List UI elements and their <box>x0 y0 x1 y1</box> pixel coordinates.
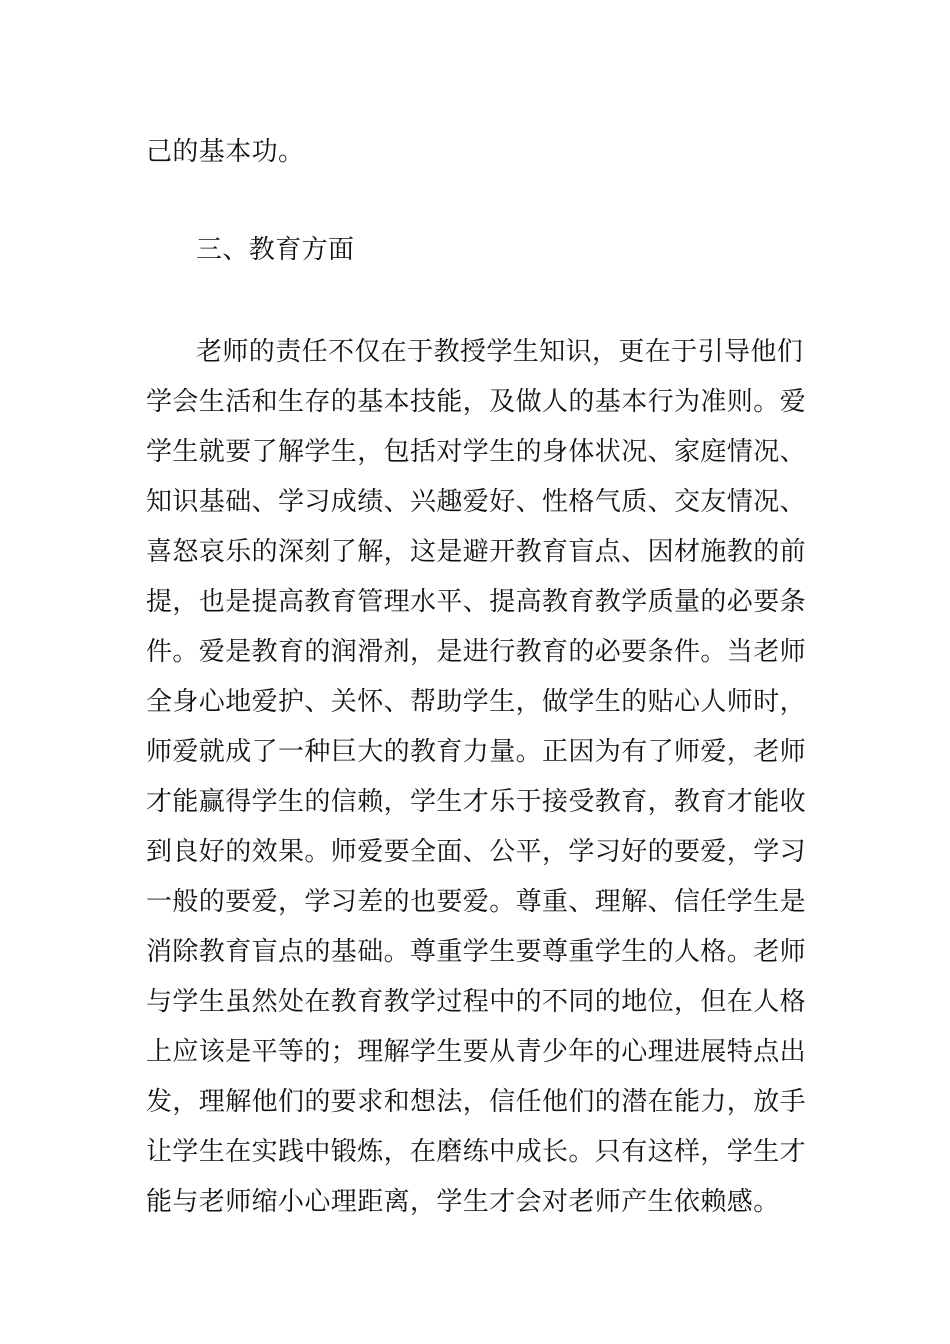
paragraph-line: 喜怒哀乐的深刻了解，这是避开教育盲点、因材施教的前 <box>146 537 807 567</box>
paragraph-line: 提，也是提高教育管理水平、提高教育教学质量的必要条 <box>146 587 807 617</box>
paragraph-line: 全身心地爱护、关怀、帮助学生，做学生的贴心人师时， <box>146 687 807 717</box>
paragraph-line: 件。爱是教育的润滑剂，是进行教育的必要条件。当老师 <box>146 637 807 667</box>
paragraph-line: 能与老师缩小心理距离，学生才会对老师产生依赖感。 <box>146 1187 780 1217</box>
paragraph-line: 学生就要了解学生，包括对学生的身体状况、家庭情况、 <box>146 437 807 467</box>
paragraph-line: 让学生在实践中锻炼，在磨练中成长。只有这样，学生才 <box>146 1137 807 1167</box>
continuation-line: 己的基本功。 <box>146 137 305 167</box>
section-heading: 三、教育方面 <box>196 235 355 265</box>
paragraph-line: 才能赢得学生的信赖，学生才乐于接受教育，教育才能收 <box>146 787 807 817</box>
paragraph-line: 知识基础、学习成绩、兴趣爱好、性格气质、交友情况、 <box>146 487 807 517</box>
paragraph-line: 到良好的效果。师爱要全面、公平，学习好的要爱，学习 <box>146 837 807 867</box>
paragraph-line: 与学生虽然处在教育教学过程中的不同的地位，但在人格 <box>146 987 807 1017</box>
paragraph-line: 师爱就成了一种巨大的教育力量。正因为有了师爱，老师 <box>146 737 807 767</box>
paragraph-line: 消除教育盲点的基础。尊重学生要尊重学生的人格。老师 <box>146 937 807 967</box>
paragraph-line: 上应该是平等的；理解学生要从青少年的心理进展特点出 <box>146 1037 807 1067</box>
paragraph-line: 老师的责任不仅在于教授学生知识，更在于引导他们 <box>196 337 804 367</box>
paragraph-line: 学会生活和生存的基本技能，及做人的基本行为准则。爱 <box>146 387 807 417</box>
paragraph-line: 发，理解他们的要求和想法，信任他们的潜在能力，放手 <box>146 1087 807 1117</box>
paragraph-line: 一般的要爱，学习差的也要爱。尊重、理解、信任学生是 <box>146 887 807 917</box>
